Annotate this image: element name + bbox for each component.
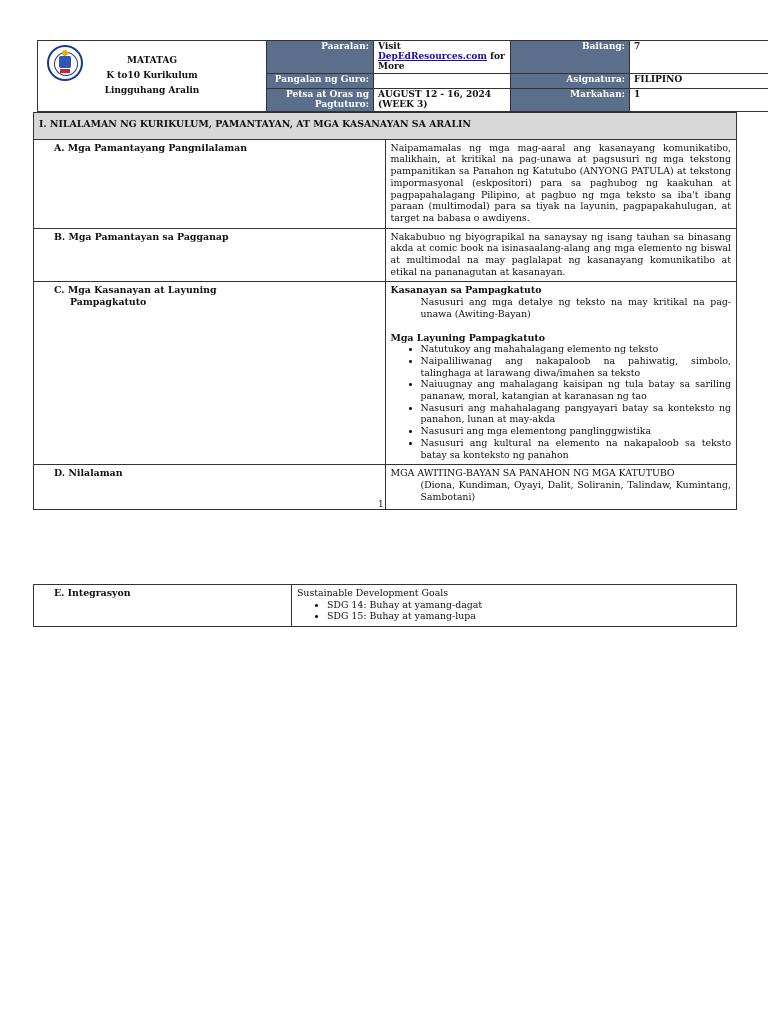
baitang-label: Baitang: <box>511 41 630 74</box>
integrasyon-label: E. Integrasyon <box>34 585 292 627</box>
markahan-label: Markahan: <box>511 89 630 112</box>
table-row <box>34 228 737 282</box>
curriculum-table <box>33 112 737 510</box>
layunin-list <box>391 344 732 461</box>
table-row <box>34 465 737 510</box>
guro-value <box>374 74 511 89</box>
paaralan-suffix: for More <box>378 52 505 72</box>
guro-label: Pangalan ng Guro: <box>267 74 374 89</box>
sdg-list <box>297 600 731 623</box>
nilalaman-list: (Diona, Kundiman, Oyayi, Dalit, Soliranin, Talindaw, Kumintang, Sambotani) <box>420 479 731 503</box>
paaralan-value <box>374 41 511 74</box>
table-row <box>34 139 737 228</box>
list-item: • SDG 15: Buhay at yamang-lupa <box>327 611 731 623</box>
row-c-label <box>34 282 386 465</box>
paaralan-label: Paaralan: <box>267 41 374 74</box>
row-c-label-line2: Pampagkatuto <box>70 297 147 309</box>
asignatura-value: FILIPINO <box>630 74 768 89</box>
row-d-content <box>385 465 737 510</box>
petsa-label: Petsa at Oras ng Pagtuturo: <box>267 89 374 112</box>
list-item: • Naipaliliwanag ang nakapaloob na pahiwatig, simbolo, talinghaga at larawang diwa/imahen sa teksto <box>421 356 732 379</box>
markahan-value: 1 <box>630 89 768 112</box>
table-row <box>34 282 737 465</box>
row-a-label: A. Mga Pamantayang Pangnilalaman <box>34 139 386 228</box>
page-number: 1 <box>378 500 384 510</box>
row-b-text: Nakabubuo ng biyograpikal na sanaysay ng isang tauhan sa binasang akda at comic book na isinasaalang-alang ang mga elemento ng biswal at multimodal na may paglalapat ng kasanayang komunikatibo at etikal na pananagutan at kasanayan. <box>385 228 737 282</box>
sdg-title: Sustainable Development Goals <box>297 588 449 599</box>
nilalaman-title: MGA AWITING-BAYAN SA PANAHON NG MGA KATUTUBO <box>390 468 675 480</box>
list-item: • Nasusuri ang mga elementong panglinggwistika <box>421 426 732 438</box>
list-item: • Naiuugnay ang mahalagang kaisipan ng tula batay sa sariling pananaw, moral, katangian at karanasan ng tao <box>421 379 732 402</box>
petsa-value: AUGUST 12 - 16, 2024 (WEEK 3) <box>374 89 511 112</box>
layunin-heading: Mga Layuning Pampagkatuto <box>390 332 545 344</box>
row-c-content <box>385 282 737 465</box>
brand-line-2: K to10 Kurikulum <box>106 70 198 81</box>
row-c-label-line1: C. Mga Kasanayan at Layuning <box>54 285 217 297</box>
list-item: • Nasusuri ang mahahalagang pangyayari batay sa konteksto ng panahon, lunan at may-akda <box>421 403 732 426</box>
section-title: I. NILALAMAN NG KURIKULUM, PAMANTAYAN, AT MGA KASANAYAN SA ARALIN <box>34 113 737 140</box>
deped-seal-icon <box>47 45 83 81</box>
header-table <box>37 40 768 112</box>
list-item: • Natutukoy ang mahahalagang elemento ng teksto <box>421 344 732 356</box>
brand-line-3: Lingguhang Aralin <box>104 85 200 96</box>
list-item: • SDG 14: Buhay at yamang-dagat <box>327 600 731 612</box>
kasanayan-heading: Kasanayan sa Pampagkatuto <box>390 285 542 297</box>
paaralan-prefix: Visit <box>378 42 401 52</box>
row-a-text: Naipamamalas ng mga mag-aaral ang kasanayang komunikatibo, malikhain, at kritikal na pag-unawa at pagsusuri ng mga tekstong pampanitikan sa Panahon ng Katutubo (ANYONG PATULA) at tekstong impormasyonal (eskpositori) para sa paghubog ng kaakuhan at pagpapahalagang Pilipino, at pagbuo ng mga teksto sa iba't ibang paraan (multimodal) para sa tiyak na layunin, pagpapakahulugan, at target na babasa o awdiyens. <box>385 139 737 228</box>
row-d-label: D. Nilalaman <box>34 465 386 510</box>
integrasyon-content <box>292 585 737 627</box>
table-row <box>34 585 737 627</box>
baitang-value: 7 <box>630 41 768 74</box>
integrasyon-table <box>33 584 737 627</box>
depedresources-link[interactable]: DepEdResources.com <box>378 52 487 62</box>
brand-line-1: MATATAG <box>126 55 178 66</box>
brand-cell <box>38 41 267 112</box>
kasanayan-text: Nasusuri ang mga detalye ng teksto na may kritikal na pag-unawa (Awiting-Bayan) <box>420 297 731 320</box>
list-item: • Nasusuri ang kultural na elemento na nakapaloob sa teksto batay sa konteksto ng panahon <box>421 438 732 461</box>
row-b-label: B. Mga Pamantayan sa Pagganap <box>34 228 386 282</box>
asignatura-label: Asignatura: <box>511 74 630 89</box>
